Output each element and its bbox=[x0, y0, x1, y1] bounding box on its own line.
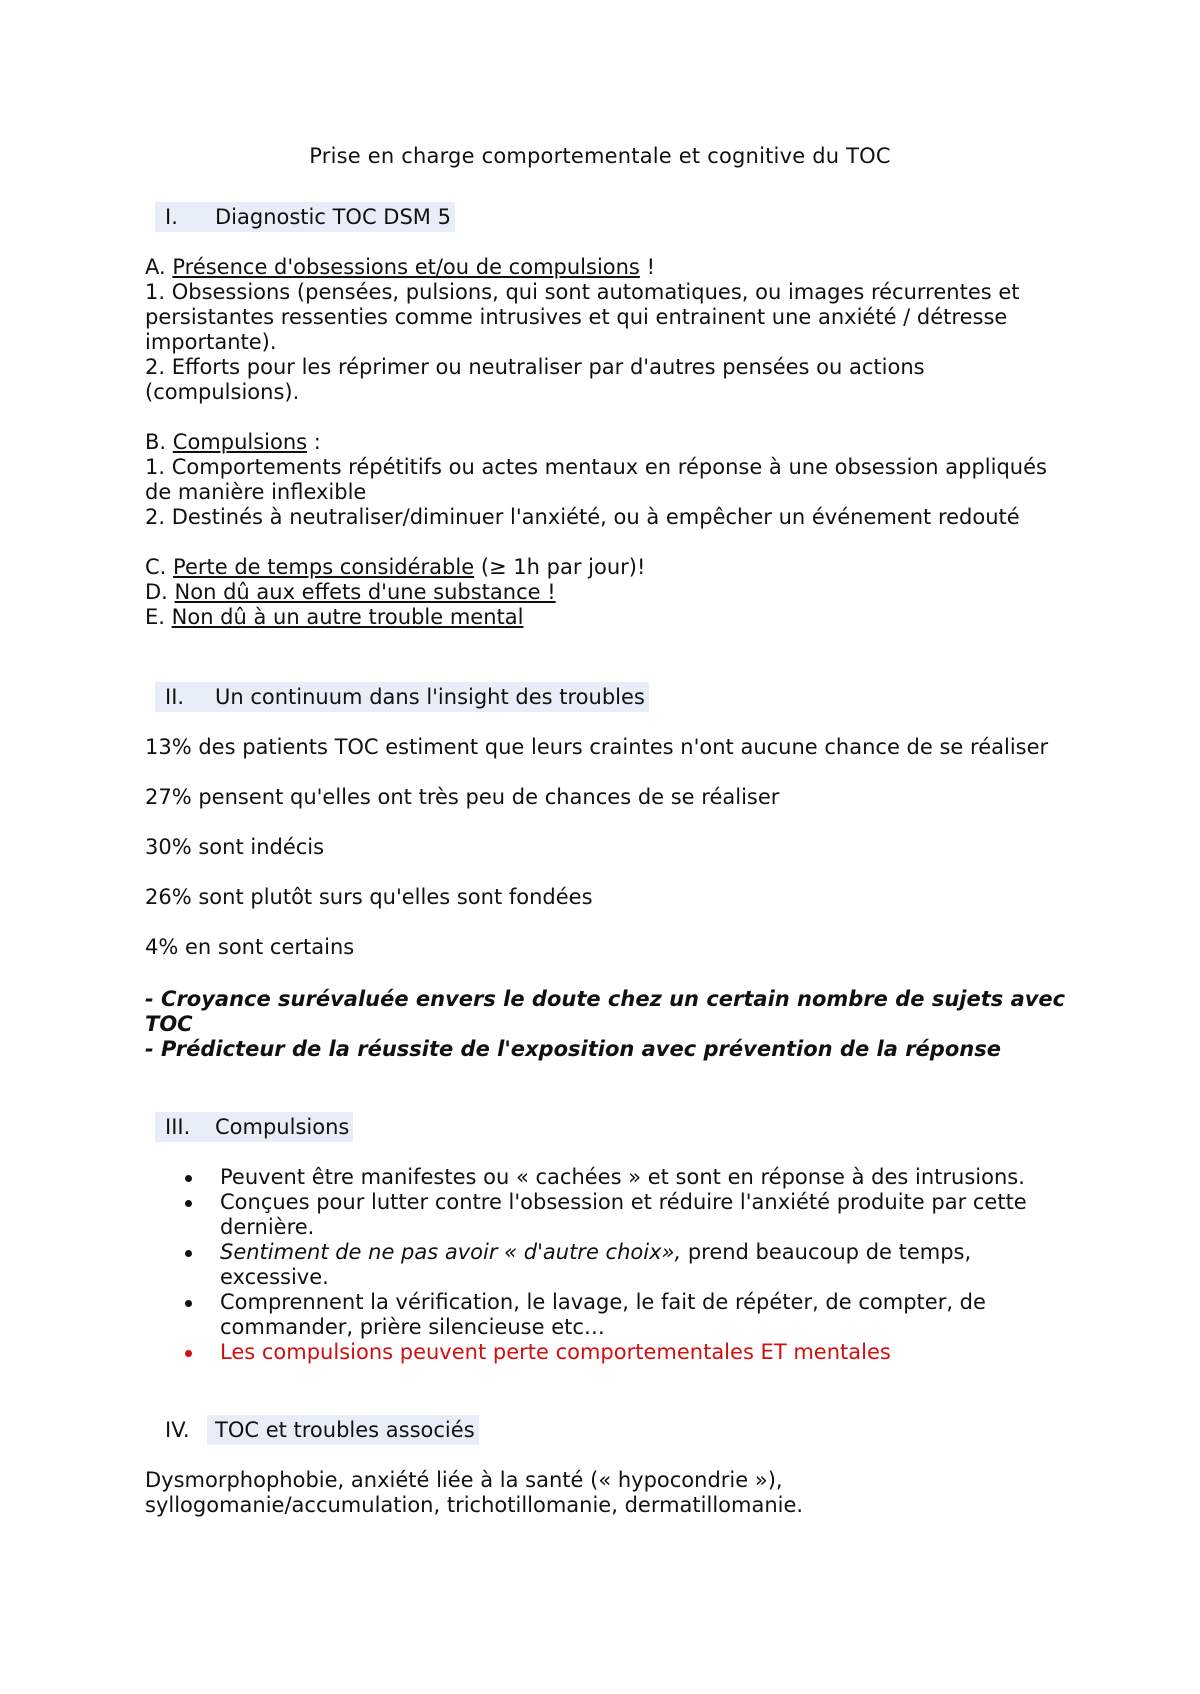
spacer bbox=[145, 530, 1075, 555]
stat-3: 30% sont indécis bbox=[145, 835, 325, 859]
associated-disorders: Dysmorphophobie, anxiété liée à la santé (« hypocondrie »), syllogomanie/accumulation, trichotillomanie, dermatillomanie. bbox=[145, 1468, 804, 1517]
criterion-a-title: Présence d'obsessions et/ou de compulsions bbox=[172, 255, 640, 279]
list-item: Sentiment de ne pas avoir « d'autre choix», prend beaucoup de temps, excessive. bbox=[185, 1240, 1075, 1290]
section-2-number: II. bbox=[155, 682, 207, 712]
spacer bbox=[145, 810, 1075, 835]
bullet-dot-icon bbox=[185, 1300, 192, 1307]
section-1-body bbox=[145, 255, 1075, 630]
stat-2: 27% pensent qu'elles ont très peu de chances de se réaliser bbox=[145, 785, 780, 809]
section-1-title: Diagnostic TOC DSM 5 bbox=[207, 202, 455, 232]
section-2-body bbox=[145, 735, 1075, 1062]
document-title: Prise en charge comportementale et cognitive du TOC bbox=[309, 144, 891, 168]
section-2-title: Un continuum dans l'insight des troubles bbox=[207, 682, 649, 712]
criterion-d-title: Non dû aux effets d'une substance ! bbox=[174, 580, 556, 604]
section-3-title: Compulsions bbox=[207, 1112, 353, 1142]
stat-1: 13% des patients TOC estiment que leurs craintes n'ont aucune chance de se réaliser bbox=[145, 735, 1049, 759]
bullet-dot-icon bbox=[185, 1175, 192, 1182]
section-1-number: I. bbox=[155, 202, 207, 232]
criterion-a: A. Présence d'obsessions et/ou de compulsions ! bbox=[145, 255, 655, 279]
criterion-b-item-2: 2. Destinés à neutraliser/diminuer l'anxiété, ou à empêcher un événement redouté bbox=[145, 505, 1020, 529]
list-item: Conçues pour lutter contre l'obsession et réduire l'anxiété produite par cette dernière. bbox=[185, 1190, 1075, 1240]
list-item: Les compulsions peuvent perte comportementales ET mentales bbox=[185, 1340, 1075, 1365]
section-4-number: IV. bbox=[165, 1418, 190, 1442]
section-4-title: TOC et troubles associés bbox=[207, 1415, 479, 1445]
spacer bbox=[145, 405, 1075, 430]
stat-5: 4% en sont certains bbox=[145, 935, 355, 959]
criterion-c: C. Perte de temps considérable (≥ 1h par jour)! bbox=[145, 555, 646, 579]
spacer bbox=[145, 760, 1075, 785]
criterion-a-item-1: 1. Obsessions (pensées, pulsions, qui sont automatiques, ou images récurrentes et persistantes ressenties comme intrusives et qui entrainent une anxiété / détresse importante). bbox=[145, 280, 1020, 354]
spacer bbox=[145, 860, 1075, 885]
criterion-b-item-1: 1. Comportements répétitifs ou actes mentaux en réponse à une obsession appliqués de manière inflexible bbox=[145, 455, 1047, 504]
spacer bbox=[145, 960, 1075, 987]
criterion-e-title: Non dû à un autre trouble mental bbox=[171, 605, 524, 629]
section-3-number: III. bbox=[155, 1112, 207, 1142]
criterion-a-item-2: 2. Efforts pour les réprimer ou neutraliser par d'autres pensées ou actions (compulsions). bbox=[145, 355, 925, 404]
criterion-b: B. Compulsions : bbox=[145, 430, 321, 454]
note-1: - Croyance surévaluée envers le doute chez un certain nombre de sujets avec TOC bbox=[145, 987, 1066, 1036]
list-item: Peuvent être manifestes ou « cachées » et sont en réponse à des intrusions. bbox=[185, 1165, 1075, 1190]
stat-4: 26% sont plutôt surs qu'elles sont fondées bbox=[145, 885, 593, 909]
bullet-dot-icon bbox=[185, 1200, 192, 1207]
criterion-e: E. Non dû à un autre trouble mental bbox=[145, 605, 524, 629]
bullet-dot-icon bbox=[185, 1350, 192, 1357]
criterion-b-title: Compulsions bbox=[172, 430, 308, 454]
criterion-d: D. Non dû aux effets d'une substance ! bbox=[145, 580, 556, 604]
compulsions-list bbox=[185, 1165, 1075, 1365]
list-item: Comprennent la vérification, le lavage, le fait de répéter, de compter, de commander, prière silencieuse etc… bbox=[185, 1290, 1075, 1340]
bullet-dot-icon bbox=[185, 1250, 192, 1257]
criterion-c-title: Perte de temps considérable bbox=[173, 555, 475, 579]
spacer bbox=[145, 910, 1075, 935]
note-2: - Prédicteur de la réussite de l'exposition avec prévention de la réponse bbox=[145, 1037, 1001, 1061]
section-4-body bbox=[145, 1468, 1075, 1518]
